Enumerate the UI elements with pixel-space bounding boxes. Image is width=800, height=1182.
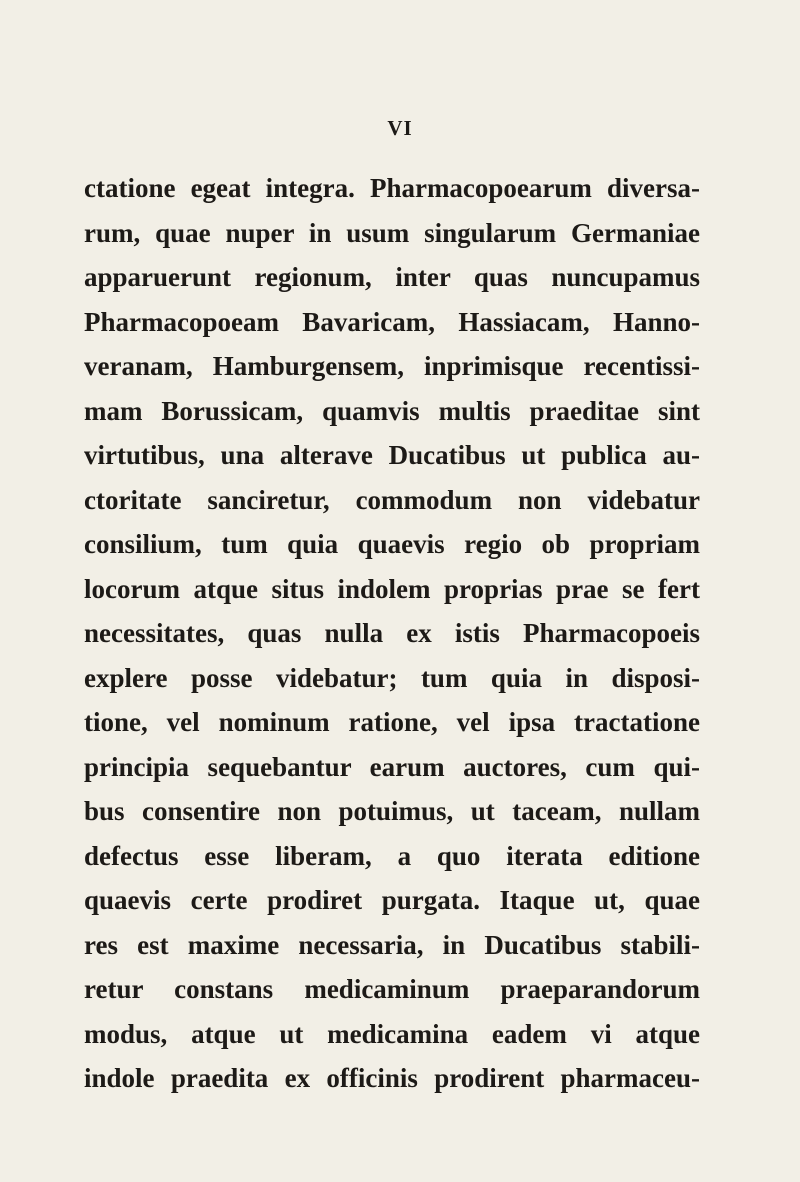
text-line-3: apparuerunt regionum, inter quas nuncupamus — [84, 262, 700, 292]
text-line-14: principia sequebantur earum auctores, cum qui- — [84, 751, 700, 782]
text-line-4: Pharmacopoeam Bavaricam, Hassiacam, Hanno- — [84, 306, 700, 337]
text-line-2: rum, quae nuper in usum singularum Germaniae — [84, 217, 700, 248]
text-line-15: bus consentire non potuimus, ut taceam, nullam — [84, 796, 700, 826]
text-line-9: consilium, tum quia quaevis regio ob propriam — [84, 529, 700, 559]
text-line-5: veranam, Hamburgensem, inprimisque recentissi- — [84, 351, 700, 381]
page-number: VI — [387, 116, 413, 140]
body-text — [84, 166, 700, 1101]
text-line-21: indole praedita ex officinis prodirent pharmaceu- — [84, 1063, 700, 1093]
text-line-7: virtutibus, una alterave Ducatibus ut publica au- — [84, 440, 700, 470]
text-line-20: modus, atque ut medicamina eadem vi atque — [84, 1018, 700, 1049]
text-line-12: explere posse videbatur; tum quia in disposi- — [84, 662, 700, 693]
text-line-16: defectus esse liberam, a quo iterata editione — [84, 840, 700, 871]
text-line-13: tione, vel nominum ratione, vel ipsa tractatione — [84, 707, 700, 737]
text-line-8: ctoritate sanciretur, commodum non videbatur — [84, 484, 700, 515]
text-line-19: retur constans medicaminum praeparandorum — [84, 974, 700, 1004]
text-line-18: res est maxime necessaria, in Ducatibus stabili- — [84, 929, 700, 960]
text-line-11: necessitates, quas nulla ex istis Pharmacopoeis — [84, 618, 700, 648]
text-line-17: quaevis certe prodiret purgata. Itaque ut, quae — [84, 885, 700, 915]
text-line-10: locorum atque situs indolem proprias prae se fert — [84, 573, 700, 604]
text-line-1: ctatione egeat integra. Pharmacopoearum diversa- — [84, 173, 700, 203]
text-line-6: mam Borussicam, quamvis multis praeditae sint — [84, 395, 700, 426]
